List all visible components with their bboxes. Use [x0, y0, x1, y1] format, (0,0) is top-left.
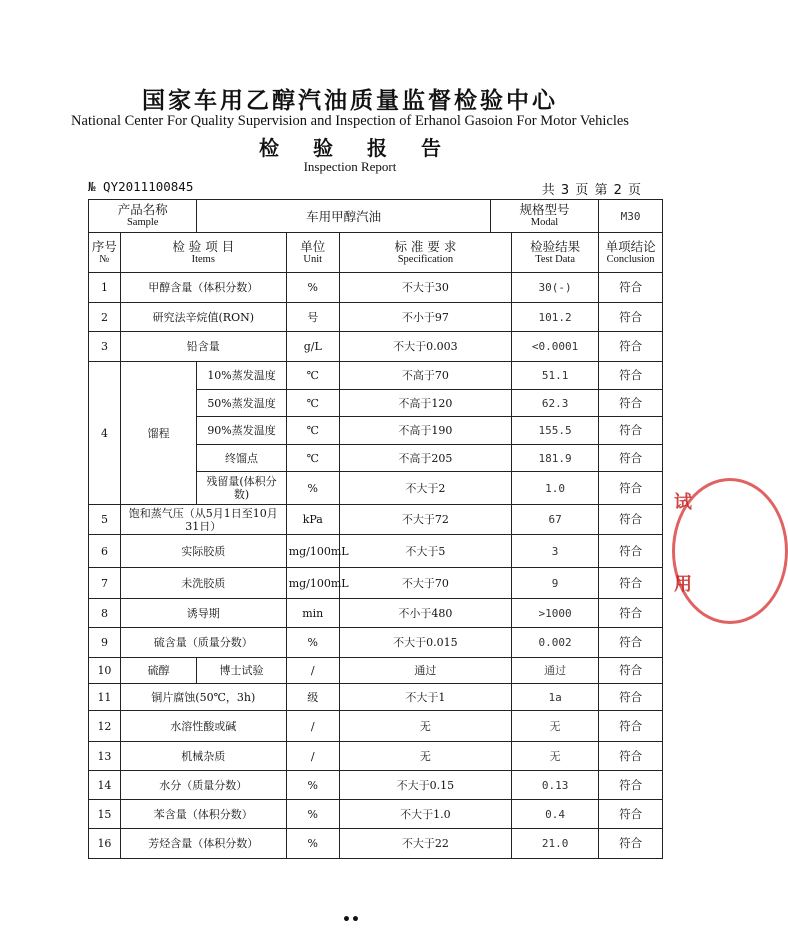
row-no: 16 [89, 829, 121, 859]
row-no: 1 [89, 273, 121, 303]
row-result: 0.13 [512, 771, 599, 800]
row-spec: 不大于22 [339, 829, 511, 859]
row-unit: ℃ [286, 362, 339, 390]
row-result: <0.0001 [512, 332, 599, 362]
footer-marks: •• [342, 912, 360, 928]
row-conclusion: 符合 [599, 362, 663, 390]
row-spec: 不高于70 [339, 362, 511, 390]
row-item: 甲醇含量（体积分数） [120, 273, 286, 303]
col-no-sym: № [99, 253, 110, 265]
row-no: 3 [89, 332, 121, 362]
row-spec: 不大于1.0 [339, 800, 511, 829]
col-no-header [89, 233, 121, 273]
row-no: 11 [89, 684, 121, 711]
row-spec: 不小于97 [339, 303, 511, 332]
row-spec: 不大于30 [339, 273, 511, 303]
row-spec: 不大于0.003 [339, 332, 511, 362]
row-unit: ℃ [286, 390, 339, 417]
row-result: 1a [512, 684, 599, 711]
row-group: 硫醇 [120, 658, 197, 684]
row-spec: 不大于2 [339, 472, 511, 505]
row-conclusion: 符合 [599, 535, 663, 568]
row-result: 3 [512, 535, 599, 568]
row-unit: / [286, 742, 339, 771]
sample-value: 车用甲醇汽油 [197, 200, 490, 233]
row-item: 实际胶质 [120, 535, 286, 568]
table-row [89, 568, 663, 599]
row-conclusion: 符合 [599, 505, 663, 535]
row-no: 7 [89, 568, 121, 599]
row-item: 机械杂质 [120, 742, 286, 771]
row-conclusion: 符合 [599, 472, 663, 505]
row-conclusion: 符合 [599, 684, 663, 711]
row-spec: 不大于1 [339, 684, 511, 711]
col-result-en: Test Data [535, 253, 575, 265]
row-spec: 不大于5 [339, 535, 511, 568]
table-row [89, 684, 663, 711]
col-unit-en: Unit [303, 253, 323, 265]
report-title-en: Inspection Report [303, 159, 397, 174]
row-spec: 无 [339, 742, 511, 771]
row-result: 67 [512, 505, 599, 535]
row-no: 9 [89, 628, 121, 658]
table-row [89, 771, 663, 800]
table-row [89, 332, 663, 362]
table-row [89, 362, 663, 390]
row-conclusion: 符合 [599, 599, 663, 628]
col-spec-en: Specification [397, 253, 454, 265]
col-concl-header [599, 233, 663, 273]
row-spec: 通过 [339, 658, 511, 684]
row-unit: % [286, 771, 339, 800]
row-group: 馏程 [120, 362, 197, 505]
row-result: 155.5 [512, 417, 599, 445]
row-conclusion: 符合 [599, 568, 663, 599]
row-unit: / [286, 711, 339, 742]
sample-label-cell [89, 200, 197, 233]
row-unit: mg/100mL [286, 568, 339, 599]
row-no: 10 [89, 658, 121, 684]
table-row [89, 658, 663, 684]
model-label-cell [490, 200, 598, 233]
row-result: 通过 [512, 658, 599, 684]
row-conclusion: 符合 [599, 742, 663, 771]
row-conclusion: 符合 [599, 711, 663, 742]
row-no: 13 [89, 742, 121, 771]
row-result: >1000 [512, 599, 599, 628]
model-value: M30 [599, 200, 663, 233]
row-conclusion: 符合 [599, 771, 663, 800]
row-unit: / [286, 658, 339, 684]
row-item: 芳烃含量（体积分数） [120, 829, 286, 859]
row-item: 诱导期 [120, 599, 286, 628]
row-unit: mg/100mL [286, 535, 339, 568]
row-unit: ℃ [286, 445, 339, 472]
model-label-cn: 规格型号 [519, 202, 570, 217]
row-result: 1.0 [512, 472, 599, 505]
col-spec-cn: 标 准 要 求 [394, 238, 457, 254]
row-no: 4 [89, 362, 121, 505]
row-item: 10%蒸发温度 [197, 362, 286, 390]
col-result-cn: 检验结果 [530, 238, 581, 254]
row-item: 未洗胶质 [120, 568, 286, 599]
report-number: № QY2011100845 [88, 179, 194, 194]
row-spec: 不大于72 [339, 505, 511, 535]
row-item: 终馏点 [197, 445, 286, 472]
sample-label-en: Sample [126, 217, 159, 228]
row-conclusion: 符合 [599, 628, 663, 658]
row-unit: % [286, 829, 339, 859]
table-row [89, 303, 663, 332]
col-items-en: Items [191, 253, 215, 265]
row-conclusion: 符合 [599, 417, 663, 445]
row-conclusion: 符合 [599, 658, 663, 684]
row-conclusion: 符合 [599, 303, 663, 332]
row-no: 6 [89, 535, 121, 568]
row-unit: 号 [286, 303, 339, 332]
table-row [89, 742, 663, 771]
row-item: 水分（质量分数） [120, 771, 286, 800]
col-spec-header [339, 233, 511, 273]
table-row [89, 829, 663, 859]
row-result: 181.9 [512, 445, 599, 472]
inspection-table [88, 199, 663, 859]
row-unit: % [286, 472, 339, 505]
table-row [89, 599, 663, 628]
row-spec: 不高于190 [339, 417, 511, 445]
col-result-header [512, 233, 599, 273]
table-row [89, 273, 663, 303]
row-spec: 不高于120 [339, 390, 511, 417]
col-unit-cn: 单位 [300, 238, 326, 254]
row-spec: 不大于0.015 [339, 628, 511, 658]
row-no: 14 [89, 771, 121, 800]
row-spec: 不小于480 [339, 599, 511, 628]
row-no: 15 [89, 800, 121, 829]
row-unit: 级 [286, 684, 339, 711]
row-item: 50%蒸发温度 [197, 390, 286, 417]
center-title-cn: 国家车用乙醇汽油质量监督检验中心 [142, 88, 558, 114]
stamp-char-2: 用 [674, 574, 692, 595]
col-concl-cn: 单项结论 [605, 238, 656, 254]
row-result: 21.0 [512, 829, 599, 859]
model-label-en: Modal [530, 217, 559, 228]
table-row [89, 800, 663, 829]
report-title-cn: 检验报告 [259, 136, 475, 160]
row-no: 8 [89, 599, 121, 628]
row-item: 90%蒸发温度 [197, 417, 286, 445]
row-item: 饱和蒸气压（从5月1日至10月31日） [120, 505, 286, 535]
row-item: 残留量(体积分数) [197, 472, 286, 505]
stamp-seal [668, 478, 700, 618]
row-spec: 不大于70 [339, 568, 511, 599]
row-unit: min [286, 599, 339, 628]
row-unit: kPa [286, 505, 339, 535]
col-items-header [120, 233, 286, 273]
row-conclusion: 符合 [599, 445, 663, 472]
col-unit-header [286, 233, 339, 273]
center-title-en: National Center For Quality Supervision and Inspection of Erhanol Gasoion For Motor Vehicles [71, 113, 629, 129]
row-result: 51.1 [512, 362, 599, 390]
row-result: 0.002 [512, 628, 599, 658]
col-no-cn: 序号 [91, 238, 117, 254]
row-result: 62.3 [512, 390, 599, 417]
table-row [89, 505, 663, 535]
row-item: 博士试验 [197, 658, 286, 684]
row-no: 5 [89, 505, 121, 535]
row-spec: 不大于0.15 [339, 771, 511, 800]
row-item: 铜片腐蚀(50℃，3h) [120, 684, 286, 711]
row-result: 0.4 [512, 800, 599, 829]
table-row [89, 711, 663, 742]
row-item: 研究法辛烷值(RON) [120, 303, 286, 332]
sample-label-cn: 产品名称 [117, 202, 168, 217]
row-unit: g/L [286, 332, 339, 362]
stamp-char-1: 试 [674, 492, 692, 513]
col-concl-en: Conclusion [606, 253, 655, 265]
row-result: 30(-) [512, 273, 599, 303]
row-spec: 无 [339, 711, 511, 742]
table-row [89, 535, 663, 568]
sample-row [89, 200, 663, 233]
row-result: 101.2 [512, 303, 599, 332]
row-result: 无 [512, 711, 599, 742]
row-conclusion: 符合 [599, 273, 663, 303]
row-result: 无 [512, 742, 599, 771]
row-conclusion: 符合 [599, 800, 663, 829]
page-info: 共 3 页 第 2 页 [541, 183, 642, 198]
row-item: 水溶性酸或碱 [120, 711, 286, 742]
row-conclusion: 符合 [599, 829, 663, 859]
row-unit: % [286, 273, 339, 303]
row-no: 12 [89, 711, 121, 742]
row-no: 2 [89, 303, 121, 332]
table-row [89, 628, 663, 658]
row-item: 苯含量（体积分数） [120, 800, 286, 829]
col-items-cn: 检 验 项 目 [172, 238, 235, 254]
row-conclusion: 符合 [599, 332, 663, 362]
column-header-row [89, 233, 663, 273]
row-conclusion: 符合 [599, 390, 663, 417]
row-unit: ℃ [286, 417, 339, 445]
row-spec: 不高于205 [339, 445, 511, 472]
row-unit: % [286, 628, 339, 658]
row-item: 铅含量 [120, 332, 286, 362]
row-result: 9 [512, 568, 599, 599]
row-unit: % [286, 800, 339, 829]
row-item: 硫含量（质量分数） [120, 628, 286, 658]
